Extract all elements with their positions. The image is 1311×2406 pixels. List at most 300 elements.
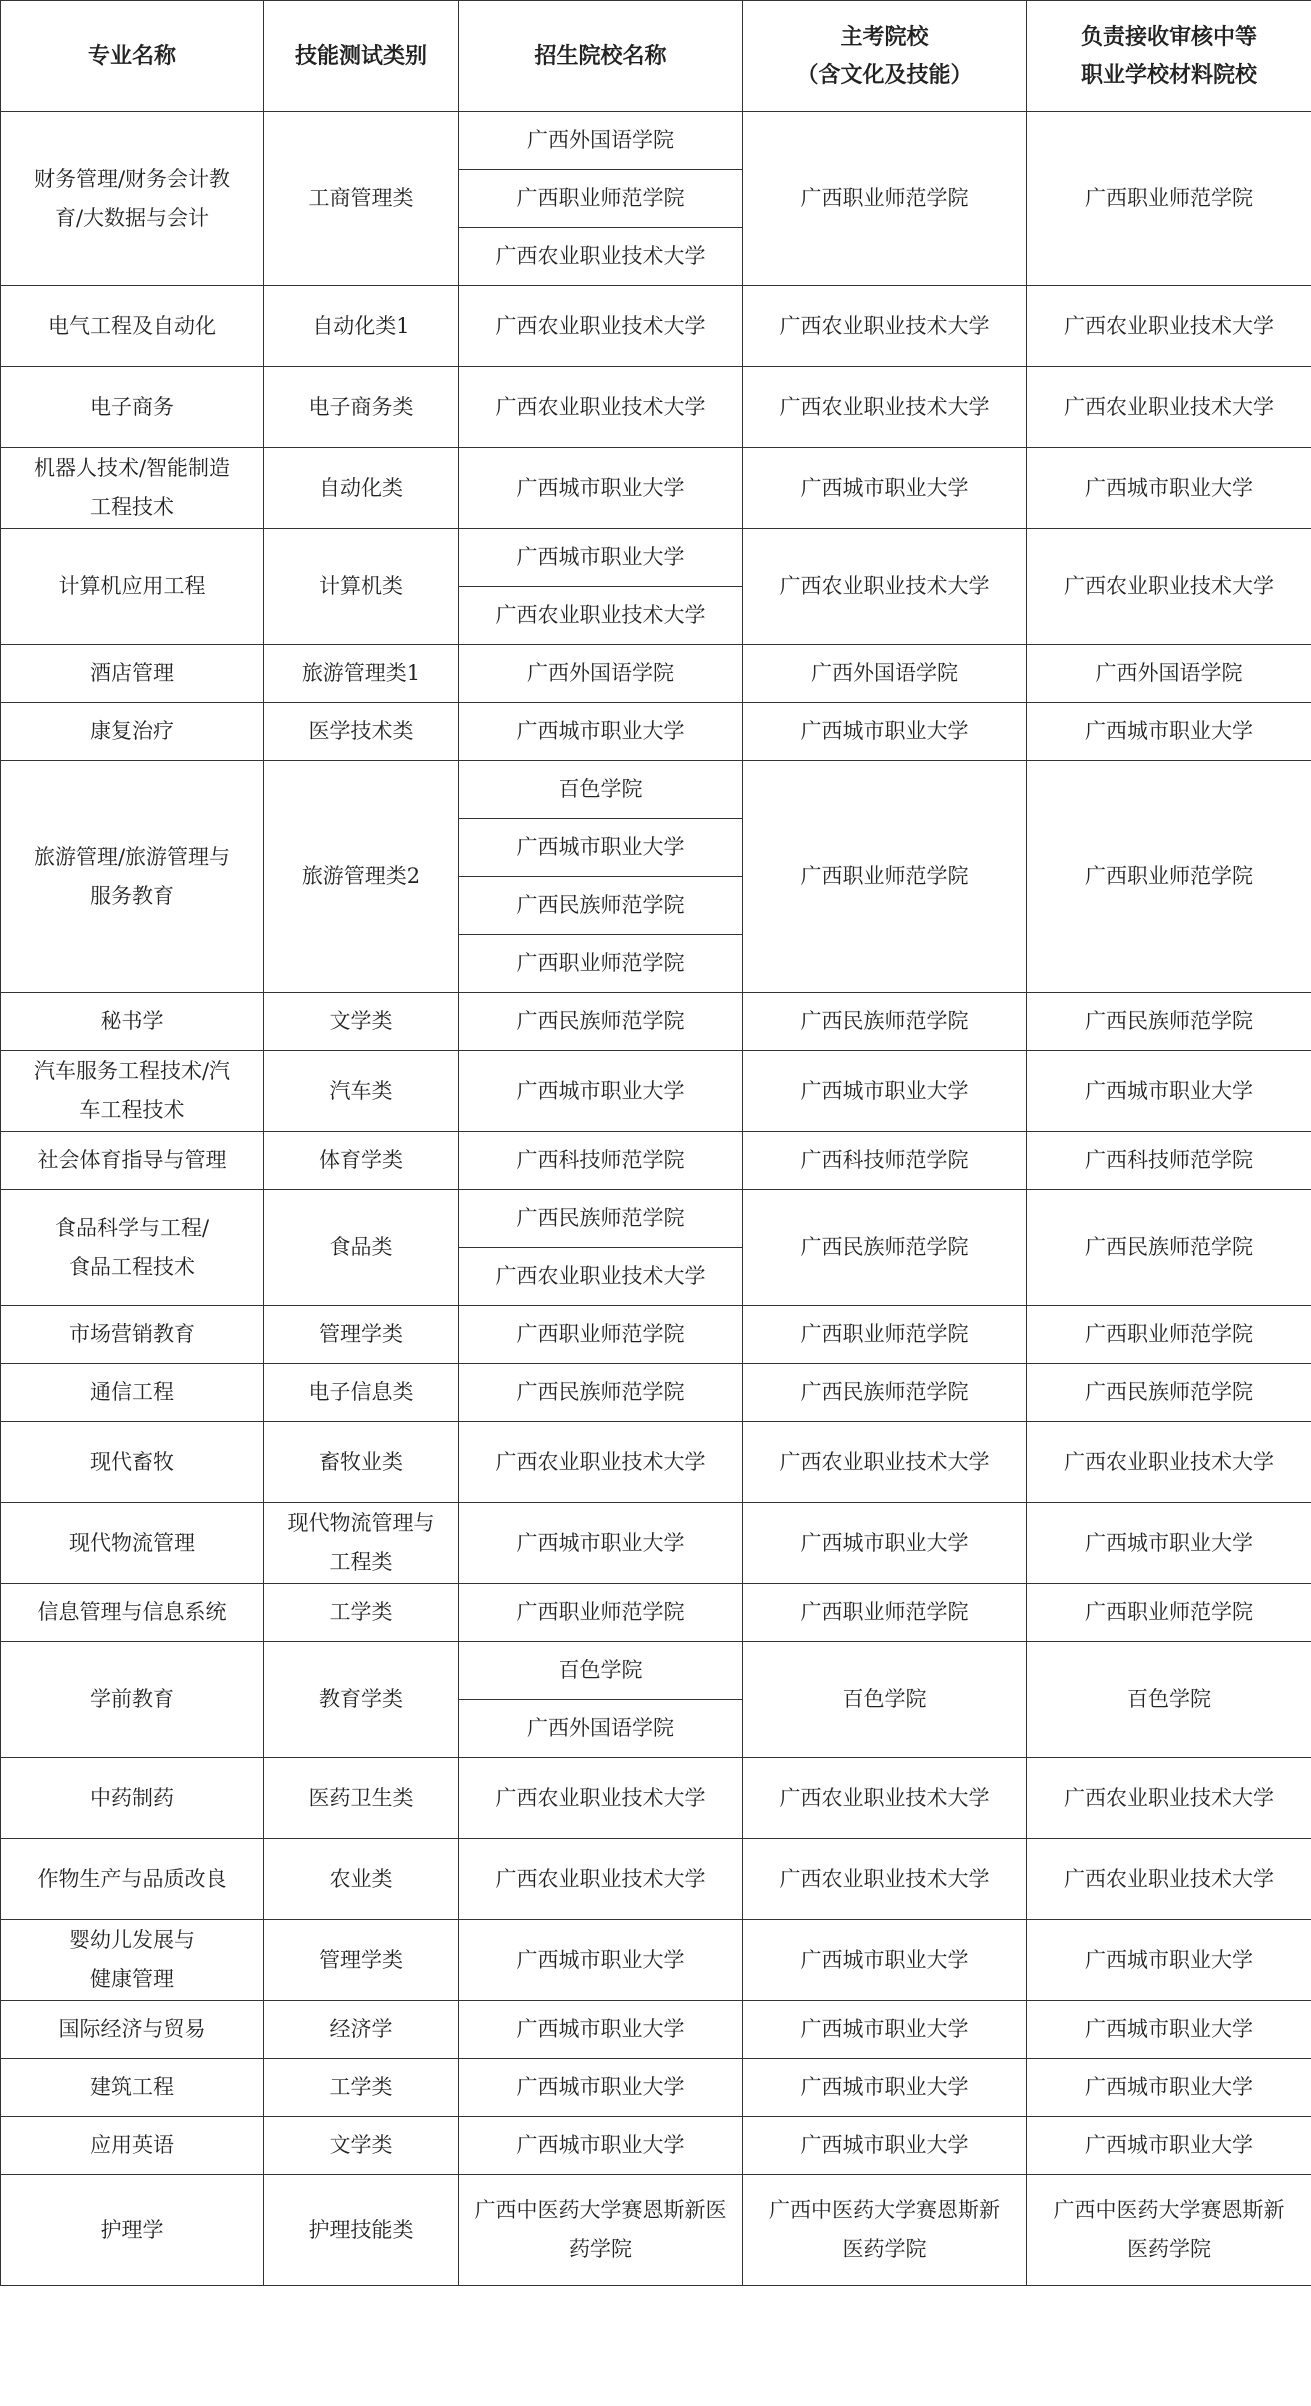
major-cell (1, 2175, 264, 2286)
cell-line: 学前教育 (90, 1687, 174, 1711)
cell-line: 汽车服务工程技术/汽 (33, 1059, 231, 1083)
major-cell (1, 1920, 264, 2001)
cell-line: 广西城市职业大学 (516, 1530, 685, 1555)
exam-school-cell (743, 448, 1027, 529)
cell-line: 信息管理与信息系统 (37, 1600, 227, 1624)
cell-line: 医药卫生类 (308, 1785, 414, 1810)
table-row (1, 645, 1311, 703)
major-cell (1, 1503, 264, 1584)
school-cell (459, 2175, 743, 2286)
school-cell (459, 1584, 743, 1642)
cell-line: 广西城市职业大学 (1085, 2075, 1253, 2099)
school-cell (459, 1642, 743, 1700)
cell-line: 酒店管理 (90, 661, 174, 685)
table-row (1, 703, 1311, 761)
school-cell (459, 112, 743, 170)
cell-line: 广西民族师范学院 (800, 1380, 969, 1404)
category-cell (264, 2175, 459, 2286)
review-school-cell (1027, 286, 1311, 367)
school-cell (459, 286, 743, 367)
table-row (1, 1051, 1311, 1132)
category-cell (264, 761, 459, 993)
school-cell (459, 367, 743, 448)
exam-school-cell (743, 1422, 1027, 1503)
cell-line: 广西民族师范学院 (800, 1009, 969, 1033)
cell-line: 旅游管理类1 (301, 661, 421, 685)
table-row (1, 993, 1311, 1051)
cell-line: 广西城市职业大学 (1085, 475, 1253, 500)
cell-line: 广西城市职业大学 (800, 1530, 969, 1555)
major-cell (1, 1132, 264, 1190)
major-cell (1, 2117, 264, 2175)
cell-line: 广西职业师范学院 (1085, 864, 1253, 888)
category-cell (264, 2001, 459, 2059)
cell-line: 广西中医药大学赛恩斯新 (769, 2198, 1000, 2222)
table-row (1, 1364, 1311, 1422)
exam-school-cell (743, 1920, 1027, 2001)
review-school-cell (1027, 2001, 1311, 2059)
category-cell (264, 2117, 459, 2175)
category-cell (264, 1758, 459, 1839)
review-school-cell (1027, 993, 1311, 1051)
cell-line: 广西农业职业技术大学 (779, 394, 990, 419)
cell-line: 秘书学 (100, 1009, 164, 1033)
table-row (1, 448, 1311, 529)
exam-school-cell (743, 1190, 1027, 1306)
table-row (1, 112, 1311, 170)
header-exam-school: 主考院校 （含文化及技能） (743, 1, 1027, 112)
table-row (1, 1758, 1311, 1839)
review-school-cell (1027, 703, 1311, 761)
cell-line: 广西职业师范学院 (800, 864, 969, 888)
exam-school-cell (743, 1758, 1027, 1839)
exam-school-cell (743, 1584, 1027, 1642)
review-school-cell (1027, 1920, 1311, 2001)
review-school-cell (1027, 1132, 1311, 1190)
cell-line: 护理学 (100, 2217, 164, 2242)
exam-school-cell (743, 1364, 1027, 1422)
category-cell (264, 1306, 459, 1364)
exam-school-cell (743, 1503, 1027, 1584)
major-cell (1, 1422, 264, 1503)
cell-line: 计算机类 (319, 574, 403, 598)
major-cell (1, 2059, 264, 2117)
cell-line: 广西职业师范学院 (1085, 1600, 1253, 1624)
cell-line: 广西城市职业大学 (516, 545, 685, 569)
cell-line: 现代物流管理与 (287, 1511, 435, 1535)
school-cell (459, 1306, 743, 1364)
cell-line: 广西科技师范学院 (800, 1148, 969, 1172)
cell-line: 婴幼儿发展与 (69, 1928, 195, 1952)
cell-line: 文学类 (329, 1009, 393, 1033)
category-cell (264, 1051, 459, 1132)
cell-line: 医学技术类 (308, 719, 414, 743)
table-row (1, 2117, 1311, 2175)
cell-line: 广西职业师范学院 (516, 1322, 685, 1346)
cell-line: 广西民族师范学院 (516, 1380, 685, 1404)
cell-line: 广西职业师范学院 (516, 1600, 685, 1624)
cell-line: 广西城市职业大学 (800, 1947, 969, 1972)
cell-line: 食品类 (329, 1235, 393, 1259)
cell-line: 广西农业职业技术大学 (495, 313, 706, 338)
major-cell (1, 1190, 264, 1306)
cell-line: 广西城市职业大学 (516, 835, 685, 859)
cell-line: 中药制药 (90, 1785, 174, 1810)
exam-school-cell (743, 112, 1027, 286)
category-cell (264, 1584, 459, 1642)
table-row (1, 2059, 1311, 2117)
review-school-cell (1027, 1051, 1311, 1132)
exam-school-cell (743, 761, 1027, 993)
review-school-cell (1027, 761, 1311, 993)
exam-school-cell (743, 1839, 1027, 1920)
cell-line: 广西城市职业大学 (1085, 719, 1253, 743)
cell-line: 医药学院 (1127, 2237, 1211, 2261)
cell-line: 广西农业职业技术大学 (495, 1785, 706, 1810)
cell-line: 农业类 (329, 1866, 393, 1891)
table-row (1, 2001, 1311, 2059)
review-school-cell (1027, 645, 1311, 703)
cell-line: 广西农业职业技术大学 (779, 1449, 990, 1474)
review-school-cell (1027, 1503, 1311, 1584)
cell-line: 广西城市职业大学 (1085, 1947, 1253, 1972)
table-row (1, 1422, 1311, 1503)
school-cell (459, 1422, 743, 1503)
review-school-cell (1027, 367, 1311, 448)
school-cell (459, 2001, 743, 2059)
category-cell (264, 1839, 459, 1920)
cell-line: 百色学院 (558, 777, 643, 801)
review-school-cell (1027, 1364, 1311, 1422)
school-cell (459, 1051, 743, 1132)
exam-school-cell (743, 645, 1027, 703)
cell-line: 现代畜牧 (90, 1449, 174, 1474)
cell-line: 广西农业职业技术大学 (495, 1866, 706, 1891)
cell-line: 广西城市职业大学 (516, 2133, 685, 2157)
school-cell (459, 448, 743, 529)
school-cell (459, 993, 743, 1051)
cell-line: 工学类 (329, 1600, 393, 1624)
major-cell (1, 1758, 264, 1839)
school-cell (459, 1190, 743, 1248)
category-cell (264, 1364, 459, 1422)
cell-line: 广西城市职业大学 (516, 2017, 685, 2041)
school-cell (459, 761, 743, 819)
review-school-cell (1027, 112, 1311, 286)
cell-line: 康复治疗 (90, 719, 174, 743)
review-school-cell (1027, 1422, 1311, 1503)
cell-line: 广西城市职业大学 (516, 475, 685, 500)
school-cell (459, 1364, 743, 1422)
cell-line: 广西民族师范学院 (516, 893, 685, 917)
cell-line: 广西农业职业技术大学 (495, 603, 706, 627)
cell-line: 广西农业职业技术大学 (1064, 1449, 1274, 1474)
exam-school-cell (743, 703, 1027, 761)
cell-line: 广西民族师范学院 (800, 1235, 969, 1259)
cell-line: 广西城市职业大学 (516, 719, 685, 743)
major-cell (1, 529, 264, 645)
category-cell (264, 448, 459, 529)
category-cell (264, 112, 459, 286)
cell-line: 广西城市职业大学 (1085, 1078, 1253, 1103)
table-row (1, 1503, 1311, 1584)
cell-line: 广西职业师范学院 (516, 186, 685, 210)
table-row (1, 1132, 1311, 1190)
cell-line: 广西农业职业技术大学 (779, 574, 990, 598)
cell-line: 广西职业师范学院 (1085, 1322, 1253, 1346)
cell-line: 育/大数据与会计 (54, 205, 210, 230)
cell-line: 电子商务类 (308, 394, 414, 419)
school-cell (459, 529, 743, 587)
cell-line: 广西农业职业技术大学 (779, 1785, 990, 1810)
cell-line: 应用英语 (90, 2133, 174, 2157)
cell-line: 自动化类 (319, 475, 403, 500)
category-cell (264, 2059, 459, 2117)
exam-school-cell (743, 286, 1027, 367)
review-school-cell (1027, 529, 1311, 645)
header-row (1, 1, 1311, 112)
cell-line: 广西农业职业技术大学 (495, 394, 706, 419)
cell-line: 经济学 (329, 2017, 393, 2041)
major-cell (1, 1839, 264, 1920)
major-cell (1, 1642, 264, 1758)
major-cell (1, 645, 264, 703)
cell-line: 广西职业师范学院 (516, 951, 685, 975)
cell-line: 电子商务 (90, 394, 174, 419)
cell-line: 广西城市职业大学 (1085, 1530, 1253, 1555)
cell-line: 广西农业职业技术大学 (495, 1449, 706, 1474)
table-row (1, 761, 1311, 819)
cell-line: 食品科学与工程/ (54, 1215, 210, 1240)
exam-school-cell (743, 993, 1027, 1051)
cell-line: 市场营销教育 (69, 1322, 195, 1346)
category-cell (264, 1920, 459, 2001)
cell-line: 服务教育 (90, 883, 174, 908)
review-school-cell (1027, 1190, 1311, 1306)
cell-line: 广西城市职业大学 (516, 2075, 685, 2099)
cell-line: 国际经济与贸易 (58, 2017, 206, 2041)
exam-school-cell (743, 1051, 1027, 1132)
category-cell (264, 286, 459, 367)
review-school-cell (1027, 1642, 1311, 1758)
cell-line: 百色学院 (1127, 1687, 1211, 1711)
category-cell (264, 703, 459, 761)
category-cell (264, 1422, 459, 1503)
cell-line: 广西科技师范学院 (1085, 1148, 1253, 1172)
cell-line: 广西中医药大学赛恩斯新 (1053, 2198, 1285, 2222)
cell-line: 广西农业职业技术大学 (1064, 1785, 1274, 1810)
cell-line: 广西农业职业技术大学 (1064, 313, 1274, 338)
cell-line: 广西科技师范学院 (516, 1148, 685, 1172)
major-cell (1, 993, 264, 1051)
cell-line: 广西外国语学院 (527, 128, 674, 152)
review-school-cell (1027, 1306, 1311, 1364)
header-major: 专业名称 (1, 1, 264, 112)
school-cell (459, 587, 743, 645)
cell-line: 护理技能类 (308, 2217, 414, 2242)
cell-line: 车工程技术 (79, 1098, 185, 1122)
cell-line: 电子信息类 (308, 1380, 414, 1404)
cell-line: 广西农业职业技术大学 (1064, 574, 1274, 598)
cell-line: 食品工程技术 (69, 1254, 195, 1279)
cell-line: 广西外国语学院 (1095, 661, 1243, 685)
cell-line: 旅游管理/旅游管理与 (33, 844, 231, 869)
school-cell (459, 1700, 743, 1758)
cell-line: 广西农业职业技术大学 (495, 244, 706, 268)
cell-line: 广西民族师范学院 (516, 1206, 685, 1230)
school-cell (459, 228, 743, 286)
cell-line: 建筑工程 (90, 2075, 174, 2099)
cell-line: 通信工程 (90, 1380, 174, 1404)
cell-line: 汽车类 (329, 1078, 393, 1103)
cell-line: 广西城市职业大学 (800, 1078, 969, 1103)
cell-line: 医药学院 (842, 2237, 927, 2261)
major-cell (1, 761, 264, 993)
exam-school-cell (743, 2059, 1027, 2117)
review-school-cell (1027, 1758, 1311, 1839)
table-row (1, 1642, 1311, 1700)
cell-line: 体育学类 (319, 1148, 403, 1172)
school-cell (459, 1132, 743, 1190)
cell-line: 广西城市职业大学 (800, 475, 969, 500)
category-cell (264, 993, 459, 1051)
table-row (1, 1584, 1311, 1642)
cell-line: 广西外国语学院 (527, 661, 674, 685)
school-cell (459, 170, 743, 228)
cell-line: 计算机应用工程 (58, 574, 206, 598)
school-cell (459, 1920, 743, 2001)
major-cell (1, 703, 264, 761)
cell-line: 旅游管理类2 (301, 864, 421, 888)
cell-line: 百色学院 (558, 1658, 643, 1682)
cell-line: 广西城市职业大学 (800, 2075, 969, 2099)
table-row (1, 1190, 1311, 1248)
school-cell (459, 1758, 743, 1839)
cell-line: 广西城市职业大学 (800, 2017, 969, 2041)
table-body (1, 112, 1311, 2286)
major-cell (1, 1364, 264, 1422)
cell-line: 广西中医药大学赛恩斯新医药学院 (474, 2198, 727, 2261)
category-cell (264, 1642, 459, 1758)
school-cell (459, 935, 743, 993)
review-school-cell (1027, 1839, 1311, 1920)
cell-line: 文学类 (329, 2133, 393, 2157)
cell-line: 广西外国语学院 (527, 1716, 674, 1740)
major-cell (1, 367, 264, 448)
cell-line: 机器人技术/智能制造 (33, 456, 231, 480)
category-cell (264, 1503, 459, 1584)
major-cell (1, 2001, 264, 2059)
cell-line: 广西城市职业大学 (516, 1078, 685, 1103)
cell-line: 广西农业职业技术大学 (1064, 394, 1274, 419)
cell-line: 百色学院 (842, 1687, 927, 1711)
cell-line: 管理学类 (319, 1947, 403, 1972)
exam-school-cell (743, 529, 1027, 645)
school-cell (459, 703, 743, 761)
table-row (1, 529, 1311, 587)
category-cell (264, 645, 459, 703)
cell-line: 财务管理/财务会计教 (33, 166, 231, 191)
cell-line: 广西农业职业技术大学 (1064, 1866, 1274, 1891)
cell-line: 广西城市职业大学 (1085, 2017, 1253, 2041)
school-cell (459, 2059, 743, 2117)
major-cell (1, 1306, 264, 1364)
exam-school-cell (743, 1642, 1027, 1758)
exam-school-cell (743, 367, 1027, 448)
cell-line: 广西职业师范学院 (800, 186, 969, 210)
school-cell (459, 1503, 743, 1584)
cell-line: 电气工程及自动化 (48, 313, 216, 338)
major-cell (1, 448, 264, 529)
school-cell (459, 877, 743, 935)
table-row (1, 1306, 1311, 1364)
cell-line: 畜牧业类 (319, 1449, 403, 1474)
review-school-cell (1027, 1584, 1311, 1642)
cell-line: 广西民族师范学院 (1085, 1235, 1253, 1259)
major-cell (1, 286, 264, 367)
exam-school-cell (743, 1132, 1027, 1190)
category-cell (264, 1190, 459, 1306)
table-row (1, 286, 1311, 367)
school-cell (459, 1839, 743, 1920)
major-cell (1, 112, 264, 286)
exam-school-cell (743, 2175, 1027, 2286)
category-cell (264, 529, 459, 645)
cell-line: 广西城市职业大学 (800, 2133, 969, 2157)
table-row (1, 2175, 1311, 2286)
cell-line: 广西民族师范学院 (516, 1009, 685, 1033)
school-cell (459, 645, 743, 703)
review-school-cell (1027, 448, 1311, 529)
cell-line: 广西农业职业技术大学 (495, 1264, 706, 1288)
cell-line: 广西城市职业大学 (800, 719, 969, 743)
table-row (1, 367, 1311, 448)
major-cell (1, 1584, 264, 1642)
header-schools: 招生院校名称 (459, 1, 743, 112)
header-category: 技能测试类别 (264, 1, 459, 112)
review-school-cell (1027, 2175, 1311, 2286)
cell-line: 教育学类 (319, 1687, 403, 1711)
cell-line: 广西职业师范学院 (800, 1322, 969, 1346)
table-row (1, 1920, 1311, 2001)
cell-line: 管理学类 (319, 1322, 403, 1346)
cell-line: 广西民族师范学院 (1085, 1380, 1253, 1404)
cell-line: 工程技术 (90, 495, 174, 519)
cell-line: 广西民族师范学院 (1085, 1009, 1253, 1033)
cell-line: 工商管理类 (308, 186, 414, 210)
school-cell (459, 819, 743, 877)
cell-line: 广西农业职业技术大学 (779, 313, 990, 338)
cell-line: 作物生产与品质改良 (37, 1866, 227, 1891)
cell-line: 工程类 (329, 1550, 393, 1574)
exam-school-cell (743, 1306, 1027, 1364)
cell-line: 广西城市职业大学 (1085, 2133, 1253, 2157)
header-review-school: 负责接收审核中等 职业学校材料院校 (1027, 1, 1311, 112)
cell-line: 自动化类1 (312, 313, 410, 338)
cell-line: 广西外国语学院 (811, 661, 958, 685)
exam-school-cell (743, 2117, 1027, 2175)
cell-line: 广西职业师范学院 (1085, 186, 1253, 210)
cell-line: 广西城市职业大学 (516, 1947, 685, 1972)
category-cell (264, 1132, 459, 1190)
cell-line: 健康管理 (90, 1967, 174, 1991)
cell-line: 广西农业职业技术大学 (779, 1866, 990, 1891)
cell-line: 现代物流管理 (69, 1530, 195, 1555)
cell-line: 广西职业师范学院 (800, 1600, 969, 1624)
school-cell (459, 1248, 743, 1306)
review-school-cell (1027, 2117, 1311, 2175)
school-cell (459, 2117, 743, 2175)
